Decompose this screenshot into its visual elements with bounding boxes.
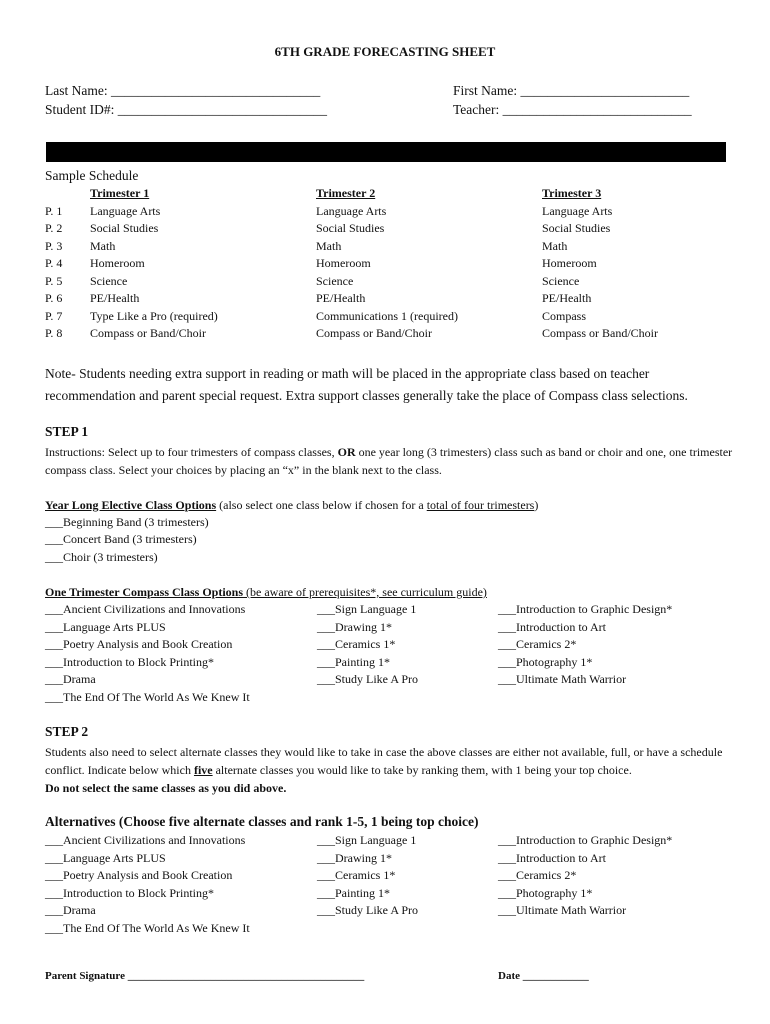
year-long-heading xyxy=(45,498,538,513)
table-cell: Communications 1 (required) xyxy=(316,308,458,323)
compass-option[interactable]: ___The End Of The World As We Knew It xyxy=(45,690,250,704)
table-cell: Social Studies xyxy=(90,221,159,236)
alternative-option[interactable]: ___Study Like A Pro xyxy=(317,903,419,917)
compass-option[interactable]: ___Drama xyxy=(45,672,96,686)
first-name-field[interactable]: First Name: _________________________ xyxy=(453,83,690,98)
instructions-five: five xyxy=(193,763,213,777)
table-cell: Homeroom xyxy=(316,256,371,271)
table-cell: Compass or Band/Choir xyxy=(542,326,658,341)
compass-option[interactable]: ___Ceramics 1* xyxy=(317,637,396,651)
table-cell: Math xyxy=(90,238,116,253)
student-id-field[interactable]: Student ID#: _______________________________ xyxy=(45,102,327,117)
period-label: P. 1 xyxy=(45,203,63,218)
instructions-text: alternate classes you would like to take by ranking them, with 1 being your top choice. xyxy=(212,763,632,777)
divider-bar xyxy=(46,142,726,162)
compass-option[interactable]: ___Ultimate Math Warrior xyxy=(498,672,627,686)
table-row xyxy=(45,273,722,291)
table-row xyxy=(45,220,722,238)
compass-heading xyxy=(45,585,487,600)
option-choir[interactable]: ___Choir (3 trimesters) xyxy=(45,550,158,564)
year-long-note: ) xyxy=(534,498,539,512)
step2-instructions xyxy=(45,743,735,797)
table-cell: PE/Health xyxy=(542,291,592,306)
instructions-text: one year long (3 trimesters) class such as band or choir and one, one trimester compass class. Select your choices by placing an “x” in the blank next to the class. xyxy=(45,445,733,477)
compass-option[interactable]: ___Introduction to Art xyxy=(498,620,606,634)
trimester-2-header: Trimester 2 xyxy=(316,186,376,201)
alternative-option[interactable]: ___Ancient Civilizations and Innovations xyxy=(45,833,246,847)
year-long-note: (also select one class below if chosen for a xyxy=(216,498,427,512)
alternative-option[interactable]: ___Sign Language 1 xyxy=(317,833,417,847)
table-cell: Science xyxy=(316,273,354,288)
alternative-option[interactable]: ___Painting 1* xyxy=(317,886,391,900)
trimester-3-header: Trimester 3 xyxy=(542,186,602,201)
period-label: P. 5 xyxy=(45,273,63,288)
instructions-warning: Do not select the same classes as you did above. xyxy=(45,781,287,795)
compass-option[interactable]: ___Introduction to Graphic Design* xyxy=(498,602,673,616)
period-label: P. 7 xyxy=(45,308,63,323)
alternative-option[interactable]: ___Ultimate Math Warrior xyxy=(498,903,627,917)
period-label: P. 8 xyxy=(45,326,63,341)
alternative-option[interactable]: ___Language Arts PLUS xyxy=(45,851,166,865)
instructions-text: Students also need to select alternate classes they would like to take in case the above classes are either not available, full, or have a schedule conflict. Indicate below which xyxy=(45,745,723,777)
compass-option[interactable]: ___Drawing 1* xyxy=(317,620,392,634)
table-cell: Science xyxy=(90,273,128,288)
table-row xyxy=(45,308,722,326)
alternative-option[interactable]: ___Introduction to Graphic Design* xyxy=(498,833,673,847)
alternative-option[interactable]: ___Ceramics 1* xyxy=(317,868,396,882)
table-row xyxy=(45,325,722,343)
table-cell: Compass or Band/Choir xyxy=(316,326,432,341)
alternative-option[interactable]: ___Introduction to Art xyxy=(498,851,606,865)
table-row xyxy=(45,290,722,308)
table-cell: Language Arts xyxy=(316,203,387,218)
table-row xyxy=(45,238,722,256)
table-cell: Compass or Band/Choir xyxy=(90,326,206,341)
table-cell: Math xyxy=(316,238,342,253)
step2-heading: STEP 2 xyxy=(45,724,89,739)
alternatives-heading: Alternatives (Choose five alternate classes and rank 1-5, 1 being top choice) xyxy=(45,814,479,829)
period-label: P. 4 xyxy=(45,256,63,271)
table-cell: Social Studies xyxy=(316,221,385,236)
sample-schedule-table xyxy=(45,185,722,343)
table-cell: Compass xyxy=(542,308,587,323)
compass-option[interactable]: ___Sign Language 1 xyxy=(317,602,417,616)
sample-schedule-heading: Sample Schedule xyxy=(45,168,139,183)
compass-option[interactable]: ___Language Arts PLUS xyxy=(45,620,166,634)
compass-option[interactable]: ___Ancient Civilizations and Innovations xyxy=(45,602,246,616)
teacher-field[interactable]: Teacher: ____________________________ xyxy=(453,102,692,117)
compass-note: (be aware of prerequisites*, see curriculum guide) xyxy=(243,585,487,599)
compass-option[interactable]: ___Painting 1* xyxy=(317,655,391,669)
table-cell: PE/Health xyxy=(90,291,140,306)
compass-option[interactable]: ___Ceramics 2* xyxy=(498,637,577,651)
instructions-or: OR xyxy=(337,445,356,459)
step1-instructions xyxy=(45,443,735,479)
note-paragraph: Note- Students needing extra support in reading or math will be placed in the appropriate class based on teacher recommendation and parent special request. Extra support classes generally take the place of Compass class selections. xyxy=(45,366,688,403)
period-label: P. 6 xyxy=(45,291,63,306)
alternative-option[interactable]: ___Poetry Analysis and Book Creation xyxy=(45,868,233,882)
year-long-title: Year Long Elective Class Options xyxy=(45,498,217,512)
table-cell: Type Like a Pro (required) xyxy=(90,308,218,323)
alternative-option[interactable]: ___Introduction to Block Printing* xyxy=(45,886,214,900)
alternative-option[interactable]: ___Drawing 1* xyxy=(317,851,392,865)
table-cell: Language Arts xyxy=(90,203,161,218)
alternative-option[interactable]: ___The End Of The World As We Knew It xyxy=(45,921,250,935)
table-cell: Language Arts xyxy=(542,203,613,218)
last-name-field[interactable]: Last Name: _______________________________ xyxy=(45,83,321,98)
table-cell: Science xyxy=(542,273,580,288)
table-cell: Homeroom xyxy=(90,256,145,271)
compass-option[interactable]: ___Study Like A Pro xyxy=(317,672,419,686)
page-title: 6TH GRADE FORECASTING SHEET xyxy=(274,44,496,59)
compass-option[interactable]: ___Photography 1* xyxy=(498,655,593,669)
table-cell: Math xyxy=(542,238,568,253)
table-cell: PE/Health xyxy=(316,291,366,306)
compass-option[interactable]: ___Poetry Analysis and Book Creation xyxy=(45,637,233,651)
table-row xyxy=(45,255,722,273)
trimester-1-header: Trimester 1 xyxy=(90,186,150,201)
alternative-option[interactable]: ___Drama xyxy=(45,903,96,917)
date-field[interactable]: Date ____________ xyxy=(498,970,589,982)
compass-option[interactable]: ___Introduction to Block Printing* xyxy=(45,655,214,669)
period-label: P. 3 xyxy=(45,238,63,253)
instructions-text: Instructions: Select up to four trimesters of compass classes, xyxy=(45,445,338,459)
option-beginning-band[interactable]: ___Beginning Band (3 trimesters) xyxy=(45,515,209,529)
parent-signature-field[interactable]: Parent Signature ___________________________________________ xyxy=(45,970,365,982)
year-long-note-underline: total of four trimesters xyxy=(426,498,535,512)
table-cell: Social Studies xyxy=(542,221,611,236)
step1-heading: STEP 1 xyxy=(45,424,89,439)
alternative-option[interactable]: ___Ceramics 2* xyxy=(498,868,577,882)
table-cell: Homeroom xyxy=(542,256,597,271)
period-label: P. 2 xyxy=(45,221,63,236)
compass-title: One Trimester Compass Class Options xyxy=(45,585,244,599)
option-concert-band[interactable]: ___Concert Band (3 trimesters) xyxy=(45,532,197,546)
table-row xyxy=(45,203,722,221)
alternative-option[interactable]: ___Photography 1* xyxy=(498,886,593,900)
